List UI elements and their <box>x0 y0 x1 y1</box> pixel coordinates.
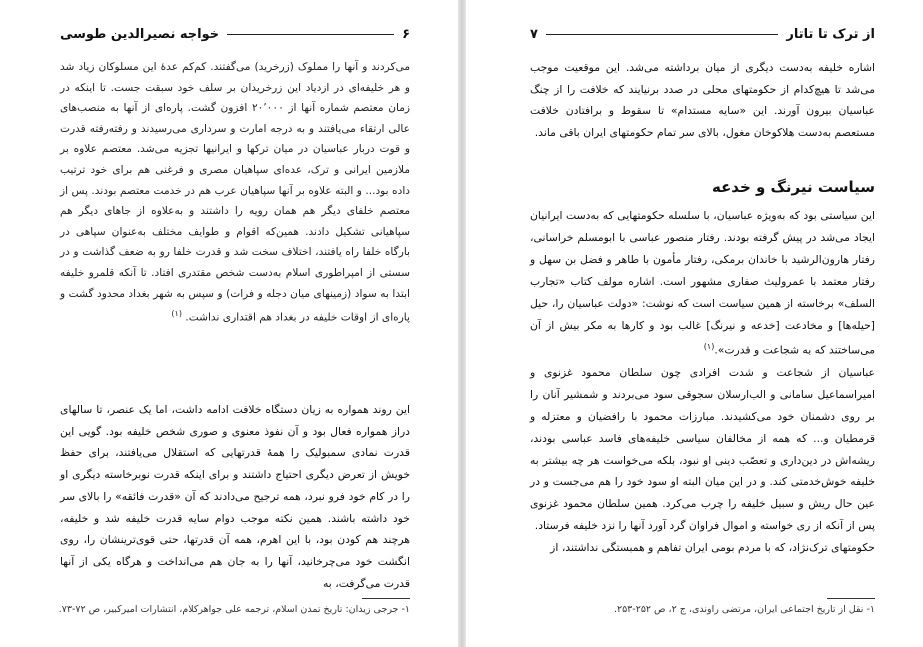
right-paragraph-2: عباسیان از شجاعت و شدت افرادی چون سلطان محمود غزنوی و امیراسماعیل سامانی و الب‌ارسلان سجوقی سود می‌بردند و شمشیر آنان را بر روی دشمنان خود می‌کشیدند. مبارزات محمود با رافضیان و معتزله و قرمطیان و... که همه از مخالفان سیاسی خلیفه‌های فاسد عباسی بودند، ریشه‌اش در دین‌داری و تعصّب دینی او نبود، بلکه می‌خواست هر چه بیشتر به خلیفه خوش‌خدمتی کند. و در این میان البته او سود خود را هم می‌جست و در عین حال ریش و سبیل خلیفه را چرب می‌کرد. همین سلطان محمود غزنوی پس از آنکه از ری خواسته و اموال فراوان گرد آورد آنها را نزد خلیفه فرستاد. <box>530 365 875 533</box>
footnote-divider <box>827 598 875 599</box>
left-paragraph-1-text: می‌کردند و آنها را مملوک (زرخرید) می‌گفتند. کم‌کم عدهٔ این مسلوکان زیاد شد و هر خلیفه‌ای در ازدیاد این زرخریدان بر سلف خود سبقت جست. تا اینکه در زمان معتصم شماره آنها از ۲۰٬۰۰۰ افزون گشت. پاره‌ای از آنها به منصب‌های عالی ارتقاء می‌یافتند و به درجه امارت و سرداری می‌رسیدند و رفته‌رفته قدرت و قوت دربار عباسیان در میان ترکها و ایرانیها تجزیه می‌شد. معتصم علاوه بر ملازمین ایرانی و ترک، عده‌ای سپاهیان مصری و فرغنی هم برای خود ترتیب داده بود... و البته علاوه بر آنها سپاهیان عرب هم در خدمت معتصم بودند. پس از معتصم خلفای دیگر هم همان رویه را داشتند و به‌علاوه از جاهای دیگر هم سپاهیانی تشکیل دادند. همین‌که اقوام و طوایف مختلف به‌عنوان سپاهی در بارگاه خلفا راه یافتند، اختلاف سخت شد و قدرت خلفا رو به ضعف گذاشت و در سستی از امپراطوری اسلام به‌دست شخص مقتدری افتاد. تا آنکه قلمرو خلیفه ابتدا به سواد (زمینهای میان دجله و فرات) و سپس به شهر بغداد محدود گشت و پاره‌ای از اوقات خلیفه در بغداد هم اقتداری نداشت. <box>60 61 411 324</box>
right-footnote: ۱- نقل از تاریخ اجتماعی ایران، مرتضی راوندی، ج ۲، ص ۲۵۲-۲۵۳. <box>613 604 875 615</box>
book-gutter <box>458 0 466 647</box>
footnote-ref: (۱) <box>171 309 182 319</box>
left-page-number: ۶ <box>402 26 410 42</box>
left-page <box>0 0 458 647</box>
left-page-header <box>60 24 410 44</box>
left-paragraph-1 <box>60 57 410 328</box>
right-paragraph-0: اشاره خلیفه به‌دست دیگری از میان برداشته می‌شد. این موقعیت موجب می‌شد تا هیچ‌کدام از حکومتهای محلی در صدد برنیایند که خلافت را از چنگ عباسیان بیرون آورند. این «سایه مستدام» تا سقوط و برافتادن خلافت مستعصم به‌دست هلاکوخان مغول، بالای سر تمام حکومتهای ایران باقی ماند. <box>530 61 875 139</box>
header-rule <box>227 34 394 35</box>
left-paragraph-2: این روند همواره به زیان دستگاه خلافت ادامه داشت، اما یک عنصر، تا سالهای دراز همواره فعال بود و آن نفوذ معنوی و صوری شخص خلیفه بود. گویی این قدرت نمادی سمبولیک را همهٔ قدرتهایی که استقلال می‌یافتند، برای حفظ خویش از تعرض دیگری احتیاج داشتند و برای اینکه قدرت نوبرخاسته دیگری او را در کام خود فرو نبرد، همه ترجیح می‌دادند که آن «قدرت فائقه» را بالای سر خود داشته باشند. همین نکته موجب دوام سایه قدرت خلیفه شد و خلیفه، هرچند هم کودن بود، با این اهرم، همه آن قدرتها، حتی قوی‌ترینشان را، روی انگشت خود می‌چرخانید، آنها را به جان هم می‌انداخت و هرگاه یکی از آنها قدرت می‌گرفت، به <box>60 403 410 590</box>
header-rule <box>546 34 778 35</box>
right-paragraph-1-text: این سیاستی بود که به‌ویژه عباسیان، با سلسله حکومتهایی که به‌دست ایرانیان ایجاد می‌شد در پیش گرفته بودند. رفتار منصور عباسی با ابومسلم خراسانی، رفتار هارون‌الرشید با خاندان برمکی، رفتار مأمون با طاهر و فضل بن سهل و رفتار معتمد با عمرولیث صفاری مشهور است. اشاره مولف کتاب «تجارب السلف» برخاسته از همین سیاست است که نوشت: «دولت عباسیان را، حیل [حیله‌ها] و مخادعت [خدعه و نیرنگ] غالب بود و کارها به مکر بیش از آن می‌ساختند که به شجاعت و قدرت». <box>530 209 875 358</box>
left-footnote: ۱- جرجی زیدان: تاریخ تمدن اسلام، ترجمه علی جواهرکلام، انتشارات امیرکبیر، ص ۷۲-۷۳. <box>58 604 410 615</box>
right-page-number: ۷ <box>530 26 538 42</box>
left-top-text <box>60 57 410 328</box>
left-running-title: خواجه نصیرالدین طوسی <box>60 26 220 42</box>
right-main-text <box>530 205 875 559</box>
right-paragraph-3: حکومتهای ترک‌نژاد، که با مردم بومی ایران تفاهم و همبستگی نداشتند، از <box>550 541 875 555</box>
left-bottom-text <box>60 399 410 594</box>
right-page-header <box>530 24 875 44</box>
right-page <box>466 0 923 647</box>
right-paragraph-1 <box>530 205 875 362</box>
footnote-divider <box>362 598 410 599</box>
right-running-title: از ترک تا تاتار <box>786 26 875 42</box>
right-top-text <box>530 57 875 143</box>
footnote-ref: (۱) <box>703 342 715 352</box>
section-title: سیاست نیرنگ و خدعه <box>711 178 875 196</box>
